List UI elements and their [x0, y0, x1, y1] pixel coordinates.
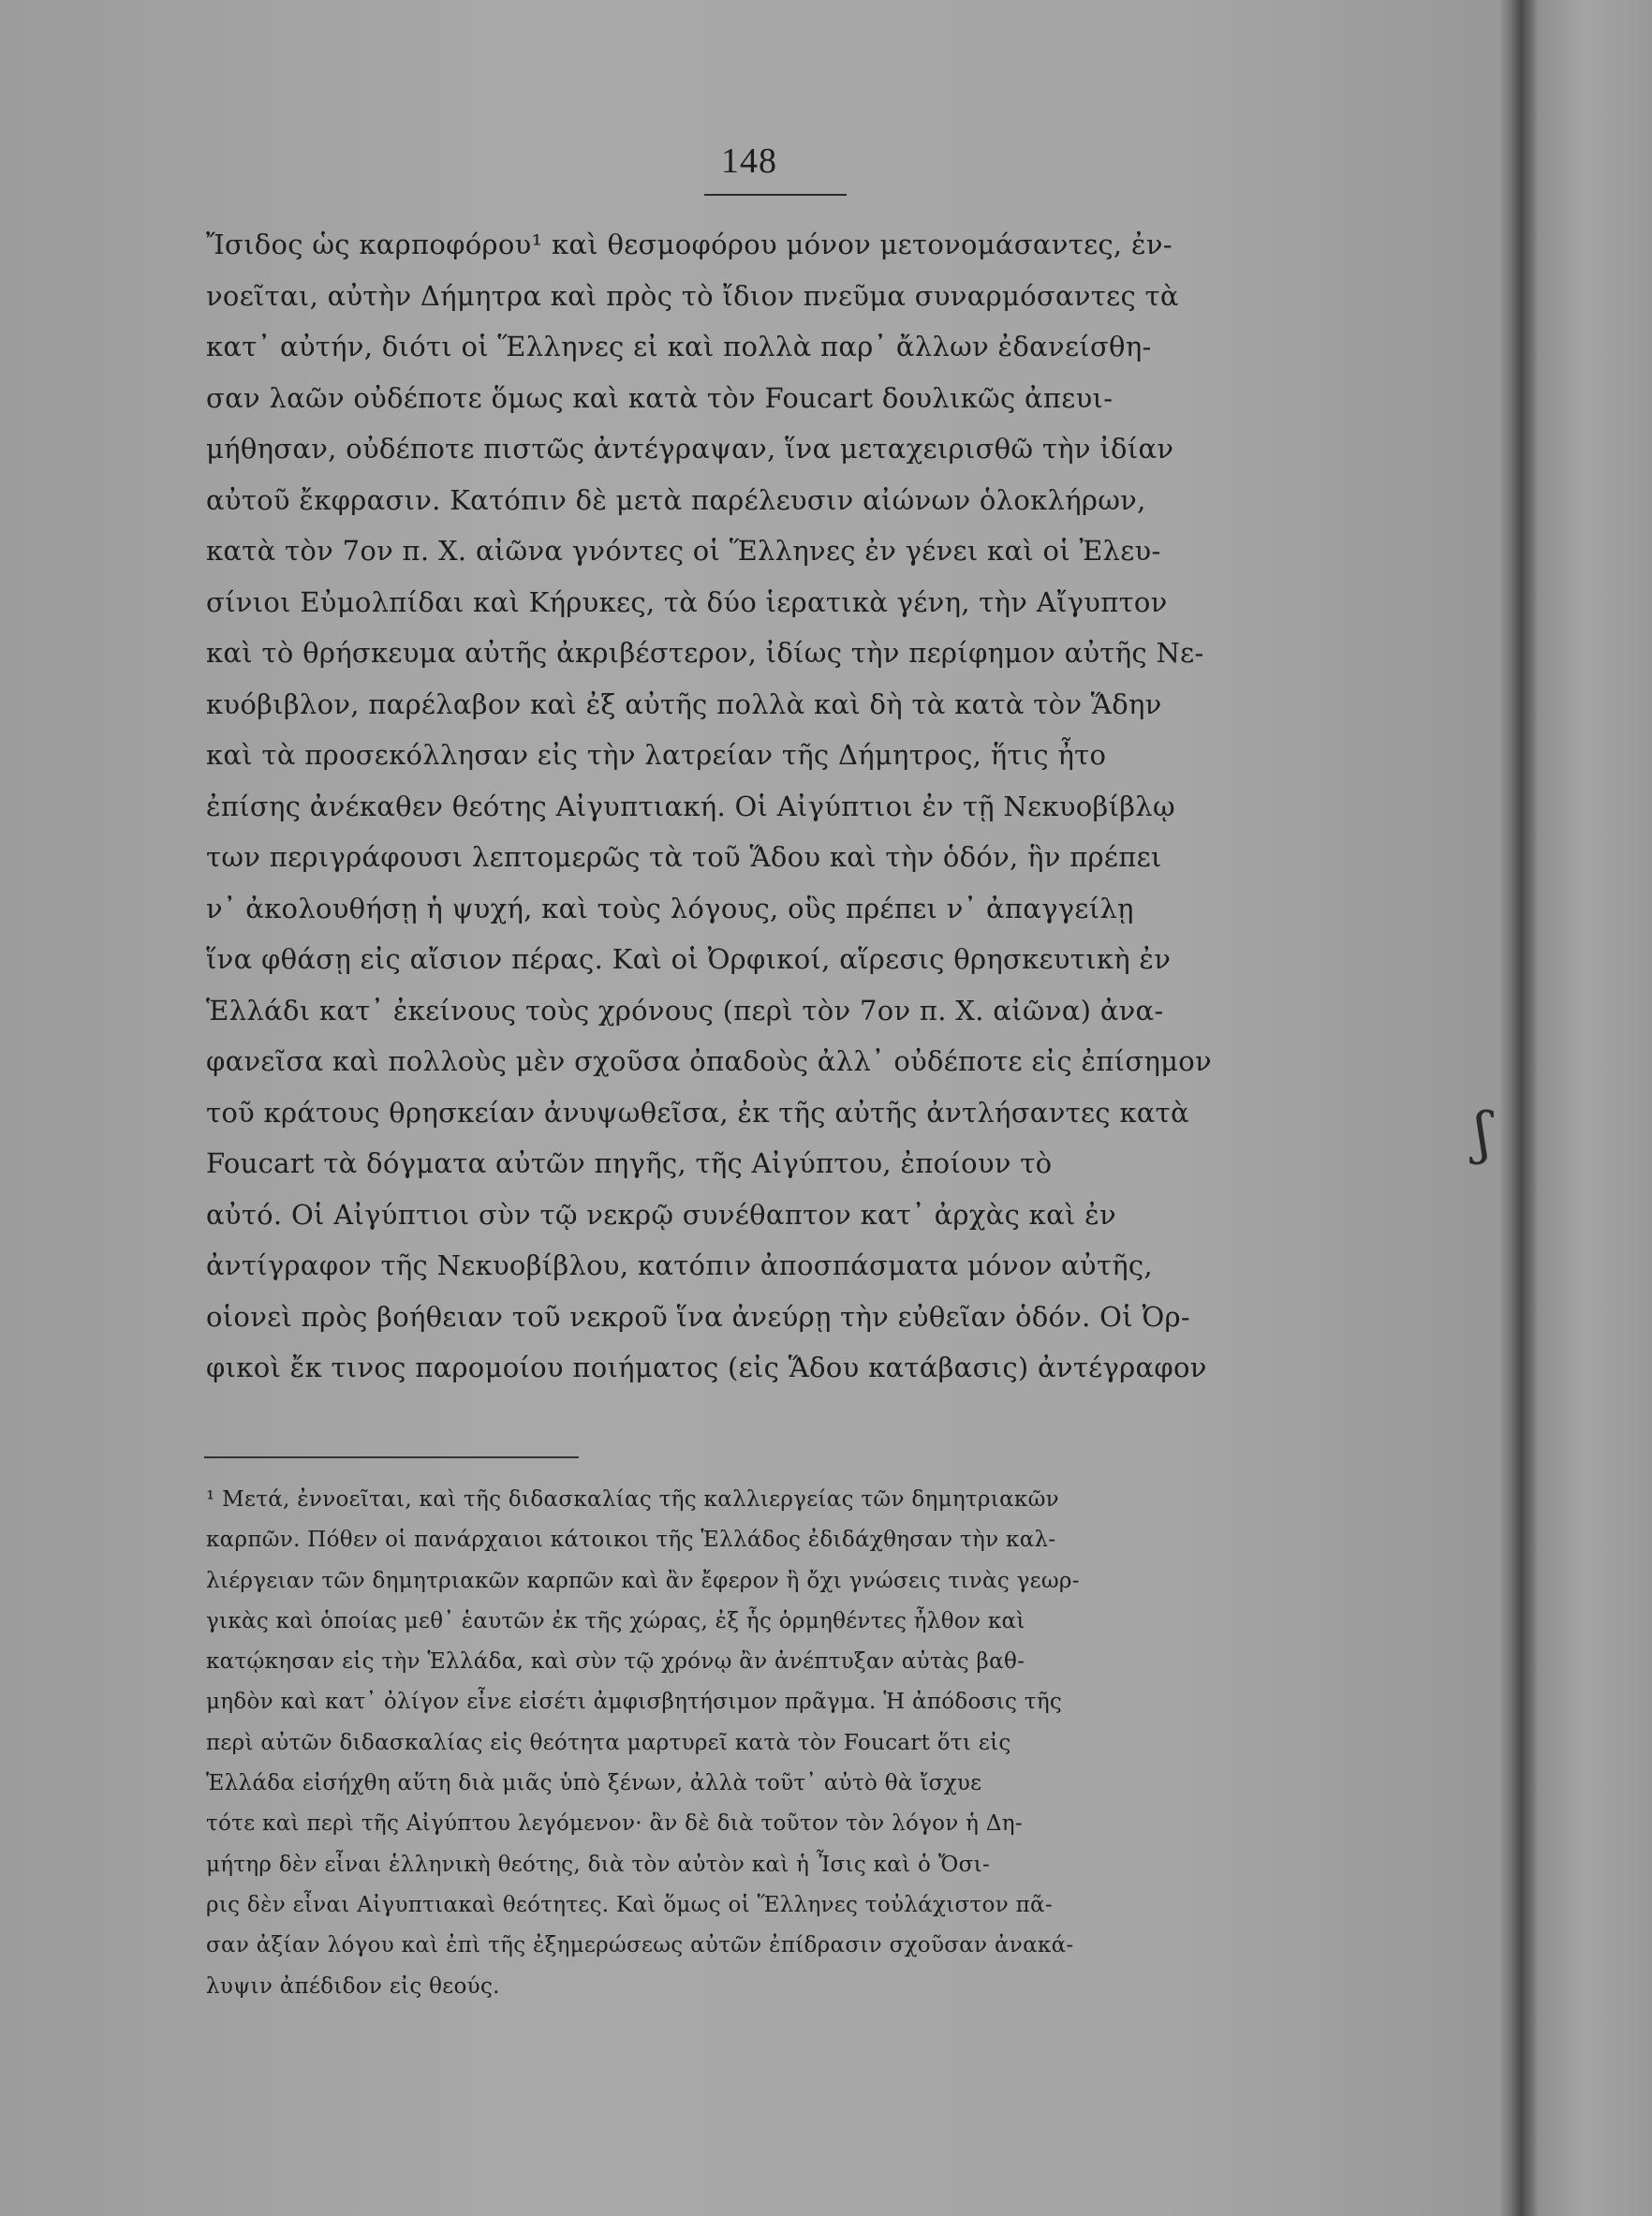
- footnote: [206, 1480, 1302, 2007]
- footnote-line: καρπῶν. Πόθεν οἱ πανάρχαιοι κάτοικοι τῆς Ἑλλάδος ἐδιδάχθησαν τὴν καλ-: [206, 1528, 1056, 1553]
- text-line: Ἴσιδος ὡς καρποφόρου¹ καὶ θεσμοφόρου μόνον μετονομάσαντες, ἐν-: [206, 229, 1173, 260]
- footnote-line: τότε καὶ περὶ τῆς Αἰγύπτου λεγόμενον· ἂν δὲ διὰ τοῦτον τὸν λόγον ἡ Δη-: [206, 1811, 1023, 1837]
- text-line: αὐτοῦ ἔκφρασιν. Κατόπιν δὲ μετὰ παρέλευσιν αἰώνων ὁλοκλήρων,: [206, 483, 1146, 516]
- text-line: σίνιοι Εὐμολπίδαι καὶ Κήρυκες, τὰ δύο ἱερατικὰ γένη, τὴν Αἴγυπτον: [206, 585, 1168, 618]
- text-line: των περιγράφουσι λεπτομερῶς τὰ τοῦ Ἅδου καὶ τὴν ὁδόν, ἣν πρέπει: [206, 841, 1162, 873]
- text-line: Ἑλλάδι κατ᾽ ἐκείνους τοὺς χρόνους (περὶ τὸν 7ον π. Χ. αἰῶνα) ἀνα-: [206, 994, 1164, 1027]
- footnote-line: ¹ Μετά, ἐννοεῖται, καὶ τῆς διδασκαλίας τῆς καλλιεργείας τῶν δημητριακῶν: [206, 1487, 1059, 1512]
- footnote-line: λυψιν ἀπέδιδον εἰς θεούς.: [206, 1973, 500, 1999]
- margin-mark: ʃ: [1475, 1101, 1491, 1166]
- footnote-line: σαν ἀξίαν λόγου καὶ ἐπὶ τῆς ἐξημερώσεως αὐτῶν ἐπίδρασιν σχοῦσαν ἀνακά-: [206, 1933, 1074, 1958]
- body-text: [206, 219, 1311, 1394]
- footnote-separator: [204, 1456, 579, 1458]
- text-line: ἀντίγραφον τῆς Νεκυοβίβλου, κατόπιν ἀποσπάσματα μόνον αὐτῆς,: [206, 1249, 1153, 1281]
- book-gutter: [1498, 0, 1540, 2216]
- text-line: τοῦ κράτους θρησκείαν ἀνυψωθεῖσα, ἐκ τῆς αὐτῆς ἀντλήσαντες κατὰ: [206, 1096, 1189, 1129]
- facing-page-edge: [1540, 0, 1652, 2216]
- text-line: νοεῖται, αὐτὴν Δήμητρα καὶ πρὸς τὸ ἴδιον πνεῦμα συναρμόσαντες τὰ: [206, 279, 1179, 312]
- page-number-rule: [704, 194, 847, 196]
- text-line: αὐτό. Οἱ Αἰγύπτιοι σὺν τῷ νεκρῷ συνέθαπτον κατ᾽ ἀρχὰς καὶ ἐν: [206, 1198, 1116, 1231]
- text-line: ν᾽ ἀκολουθήσῃ ἡ ψυχή, καὶ τοὺς λόγους, οὓς πρέπει ν᾽ ἀπαγγείλῃ: [206, 892, 1134, 924]
- footnote-line: λιέργειαν τῶν δημητριακῶν καρπῶν καὶ ἂν ἔφερον ἢ ὄχι γνώσεις τινὰς γεωρ-: [206, 1568, 1080, 1593]
- text-line: κατὰ τὸν 7ον π. Χ. αἰῶνα γνόντες οἱ Ἕλληνες ἐν γένει καὶ οἱ Ἐλευ-: [206, 535, 1161, 567]
- text-line: Foucart τὰ δόγματα αὐτῶν πηγῆς, τῆς Αἰγύπτου, ἐποίουν τὸ: [206, 1147, 1053, 1179]
- footnote-line: κατῴκησαν εἰς τὴν Ἑλλάδα, καὶ σὺν τῷ χρόνῳ ἂν ἀνέπτυξαν αὐτὰς βαθ-: [206, 1649, 1025, 1675]
- text-line: μήθησαν, οὐδέποτε πιστῶς ἀντέγραψαν, ἵνα μεταχειρισθῶ τὴν ἰδίαν: [206, 433, 1174, 465]
- text-line: κυόβιβλον, παρέλαβον καὶ ἐξ αὐτῆς πολλὰ καὶ δὴ τὰ κατὰ τὸν Ἅδην: [206, 687, 1162, 720]
- footnote-line: ρις δὲν εἶναι Αἰγυπτιακαὶ θεότητες. Καὶ ὅμως οἱ Ἕλληνες τοὐλάχιστον πᾶ-: [206, 1892, 1053, 1917]
- text-line: σαν λαῶν οὐδέποτε ὅμως καὶ κατὰ τὸν Foucart δουλικῶς ἀπευι-: [206, 381, 1114, 414]
- text-line: κατ᾽ αὐτήν, διότι οἱ Ἕλληνες εἰ καὶ πολλὰ παρ᾽ ἄλλων ἐδανείσθη-: [206, 331, 1152, 362]
- footnote-line: μήτηρ δὲν εἶναι ἑλληνικὴ θεότης, διὰ τὸν αὐτὸν καὶ ἡ Ἶσις καὶ ὁ Ὄσι-: [206, 1852, 991, 1877]
- text-line: ἐπίσης ἀνέκαθεν θεότης Αἰγυπτιακή. Οἱ Αἰγύπτιοι ἐν τῇ Νεκυοβίβλῳ: [206, 790, 1175, 822]
- footnote-line: Ἑλλάδα εἰσήχθη αὕτη διὰ μιᾶς ὑπὸ ξένων, ἀλλὰ τοῦτ᾽ αὐτὸ θὰ ἴσχυε: [206, 1771, 982, 1796]
- text-line: φικοὶ ἔκ τινος παρομοίου ποιήματος (εἰς Ἅδου κατάβασις) ἀντέγραφον: [206, 1352, 1207, 1383]
- text-line: καὶ τὸ θρήσκευμα αὐτῆς ἀκριβέστερον, ἰδίως τὴν περίφημον αὐτῆς Νε-: [206, 637, 1204, 669]
- footnote-line: περὶ αὐτῶν διδασκαλίας εἰς θεότητα μαρτυρεῖ κατὰ τὸν Foucart ὅτι εἰς: [206, 1730, 1011, 1755]
- footnote-line: μηδὸν καὶ κατ᾽ ὀλίγον εἶνε εἰσέτι ἀμφισβητήσιμον πρᾶγμα. Ἡ ἀπόδοσις τῆς: [206, 1690, 1063, 1715]
- footnote-line: γικὰς καὶ ὁποίας μεθ᾽ ἑαυτῶν ἐκ τῆς χώρας, ἐξ ἧς ὁρμηθέντες ἦλθον καὶ: [206, 1608, 1025, 1633]
- page-number: 148: [721, 141, 777, 181]
- text-line: καὶ τὰ προσεκόλλησαν εἰς τὴν λατρείαν τῆς Δήμητρος, ἥτις ἦτο: [206, 739, 1107, 771]
- text-line: φανεῖσα καὶ πολλοὺς μὲν σχοῦσα ὀπαδοὺς ἀλλ᾽ οὐδέποτε εἰς ἐπίσημον: [206, 1045, 1212, 1077]
- text-line: ἵνα φθάσῃ εἰς αἴσιον πέρας. Καὶ οἱ Ὀρφικοί, αἵρεσις θρησκευτικὴ ἐν: [206, 943, 1172, 975]
- text-line: οἱονεὶ πρὸς βοήθειαν τοῦ νεκροῦ ἵνα ἀνεύρῃ τὴν εὐθεῖαν ὁδόν. Οἱ Ὀρ-: [206, 1300, 1190, 1333]
